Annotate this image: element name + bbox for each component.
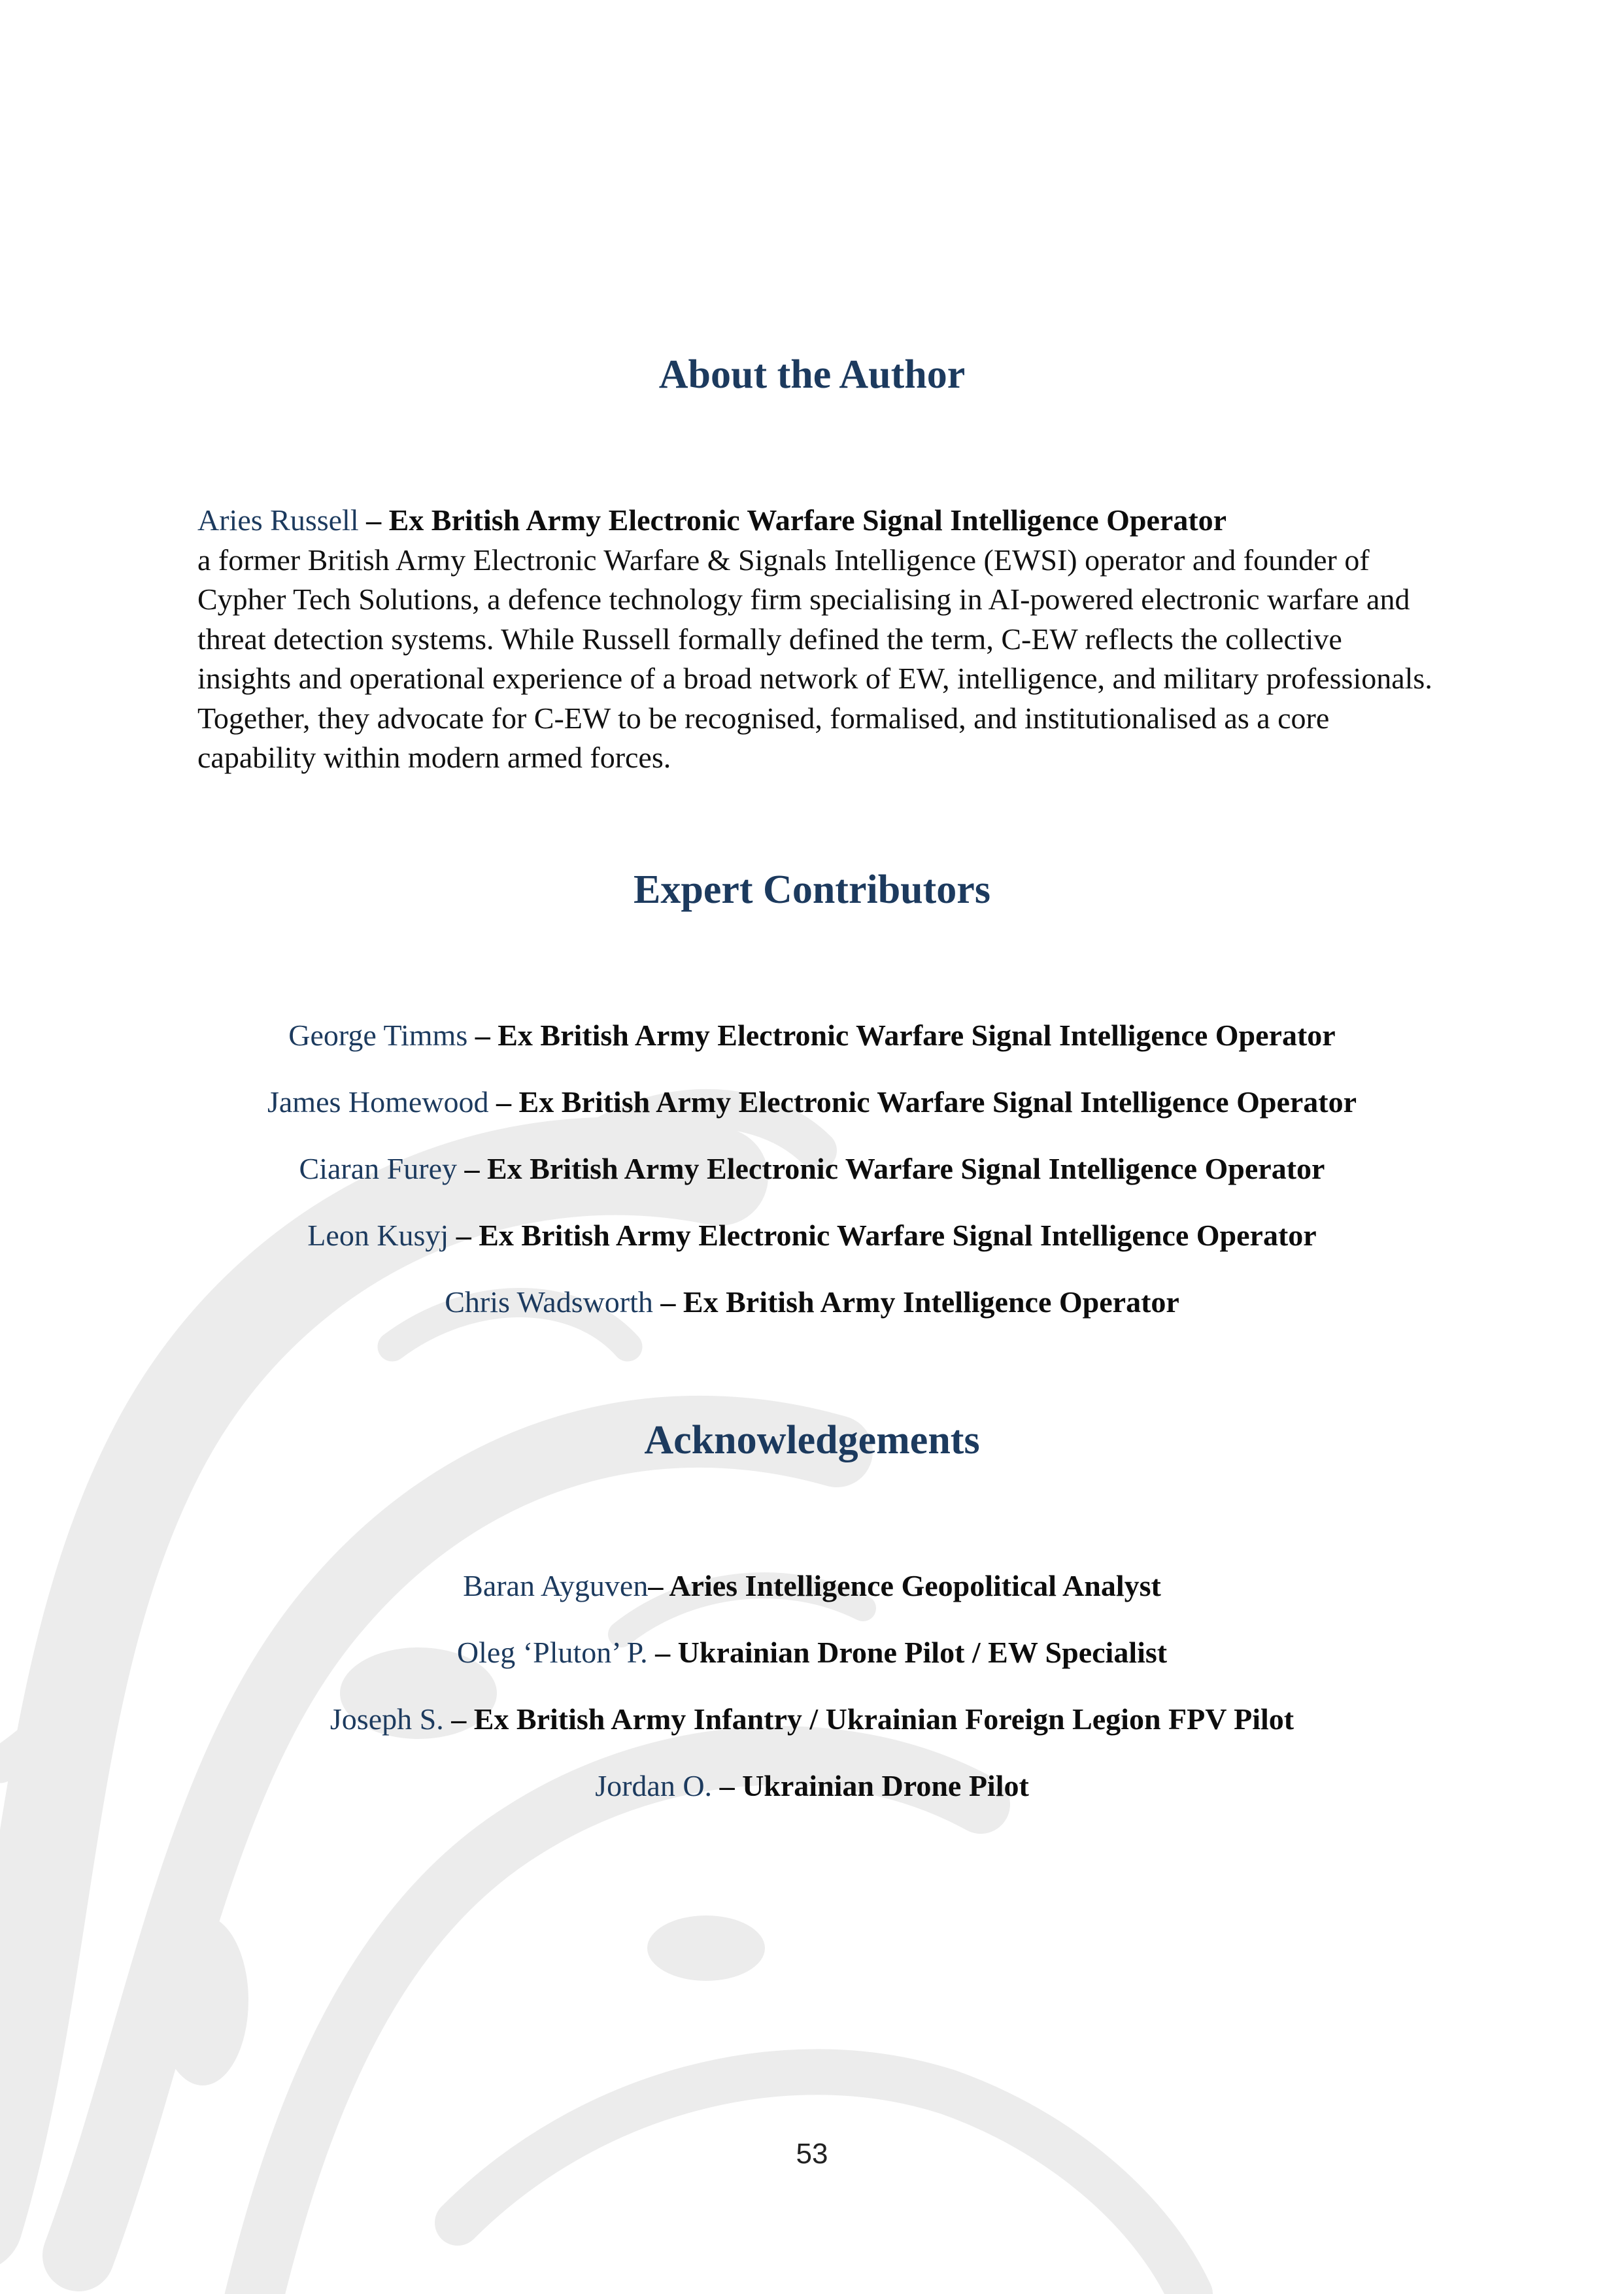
author-title-line: [197, 501, 1440, 541]
acknowledgement-role: – Ukrainian Drone Pilot: [712, 1769, 1029, 1802]
page-number: 53: [796, 2138, 828, 2170]
contributor-item: [0, 1216, 1624, 1283]
acknowledgement-name: Jordan O.: [595, 1769, 713, 1802]
acknowledgement-item: [0, 1700, 1624, 1766]
acknowledgement-item: [0, 1566, 1624, 1633]
about-heading: About the Author: [658, 352, 966, 397]
contributor-role: – Ex British Army Electronic Warfare Signal Intelligence Operator: [467, 1019, 1336, 1052]
acknowledgement-name: Oleg ‘Pluton’ P.: [456, 1636, 648, 1669]
contributors-heading: Expert Contributors: [634, 868, 990, 912]
acknowledgements-heading: Acknowledgements: [644, 1418, 980, 1462]
contributor-name: Chris Wadsworth: [445, 1285, 653, 1319]
contributor-role: – Ex British Army Electronic Warfare Signal Intelligence Operator: [456, 1152, 1325, 1185]
contributor-role: – Ex British Army Electronic Warfare Signal Intelligence Operator: [448, 1219, 1317, 1252]
author-bio-text: a former British Army Electronic Warfare & Signals Intelligence (EWSI) operator and founder of Cypher Tech Solutions, a defence technology firm specialising in AI-powered electronic warfare and threat detection systems. While Russell formally defined the term, C-EW reflects the collective insights and operational experience of a broad network of EW, intelligence, and military professionals. Together, they advocate for C-EW to be recognised, formalised, and institutionalised as a core capability within modern armed forces.: [197, 543, 1432, 774]
contributor-name: Leon Kusyj: [307, 1219, 449, 1252]
author-role: – Ex British Army Electronic Warfare Signal Intelligence Operator: [358, 503, 1227, 537]
acknowledgement-role: – Aries Intelligence Geopolitical Analyst: [648, 1569, 1161, 1602]
author-bio: [197, 501, 1440, 778]
acknowledgements-list: [0, 1566, 1624, 1833]
acknowledgement-name: Baran Ayguven: [463, 1569, 649, 1602]
acknowledgement-item: [0, 1633, 1624, 1700]
contributor-name: James Homewood: [267, 1085, 489, 1119]
acknowledgement-role: – Ukrainian Drone Pilot / EW Specialist: [647, 1636, 1168, 1669]
contributor-item: [0, 1016, 1624, 1083]
contributor-role: – Ex British Army Electronic Warfare Signal Intelligence Operator: [488, 1085, 1357, 1119]
acknowledgement-item: [0, 1766, 1624, 1833]
author-name: Aries Russell: [197, 503, 359, 537]
contributor-item: [0, 1283, 1624, 1349]
acknowledgement-role: – Ex British Army Infantry / Ukrainian Foreign Legion FPV Pilot: [443, 1702, 1294, 1736]
contributor-name: George Timms: [288, 1019, 468, 1052]
contributor-item: [0, 1149, 1624, 1216]
contributor-role: – Ex British Army Intelligence Operator: [652, 1285, 1179, 1319]
contributors-list: [0, 1016, 1624, 1349]
contributor-item: [0, 1083, 1624, 1149]
acknowledgement-name: Joseph S.: [330, 1702, 444, 1736]
contributor-name: Ciaran Furey: [299, 1152, 457, 1185]
